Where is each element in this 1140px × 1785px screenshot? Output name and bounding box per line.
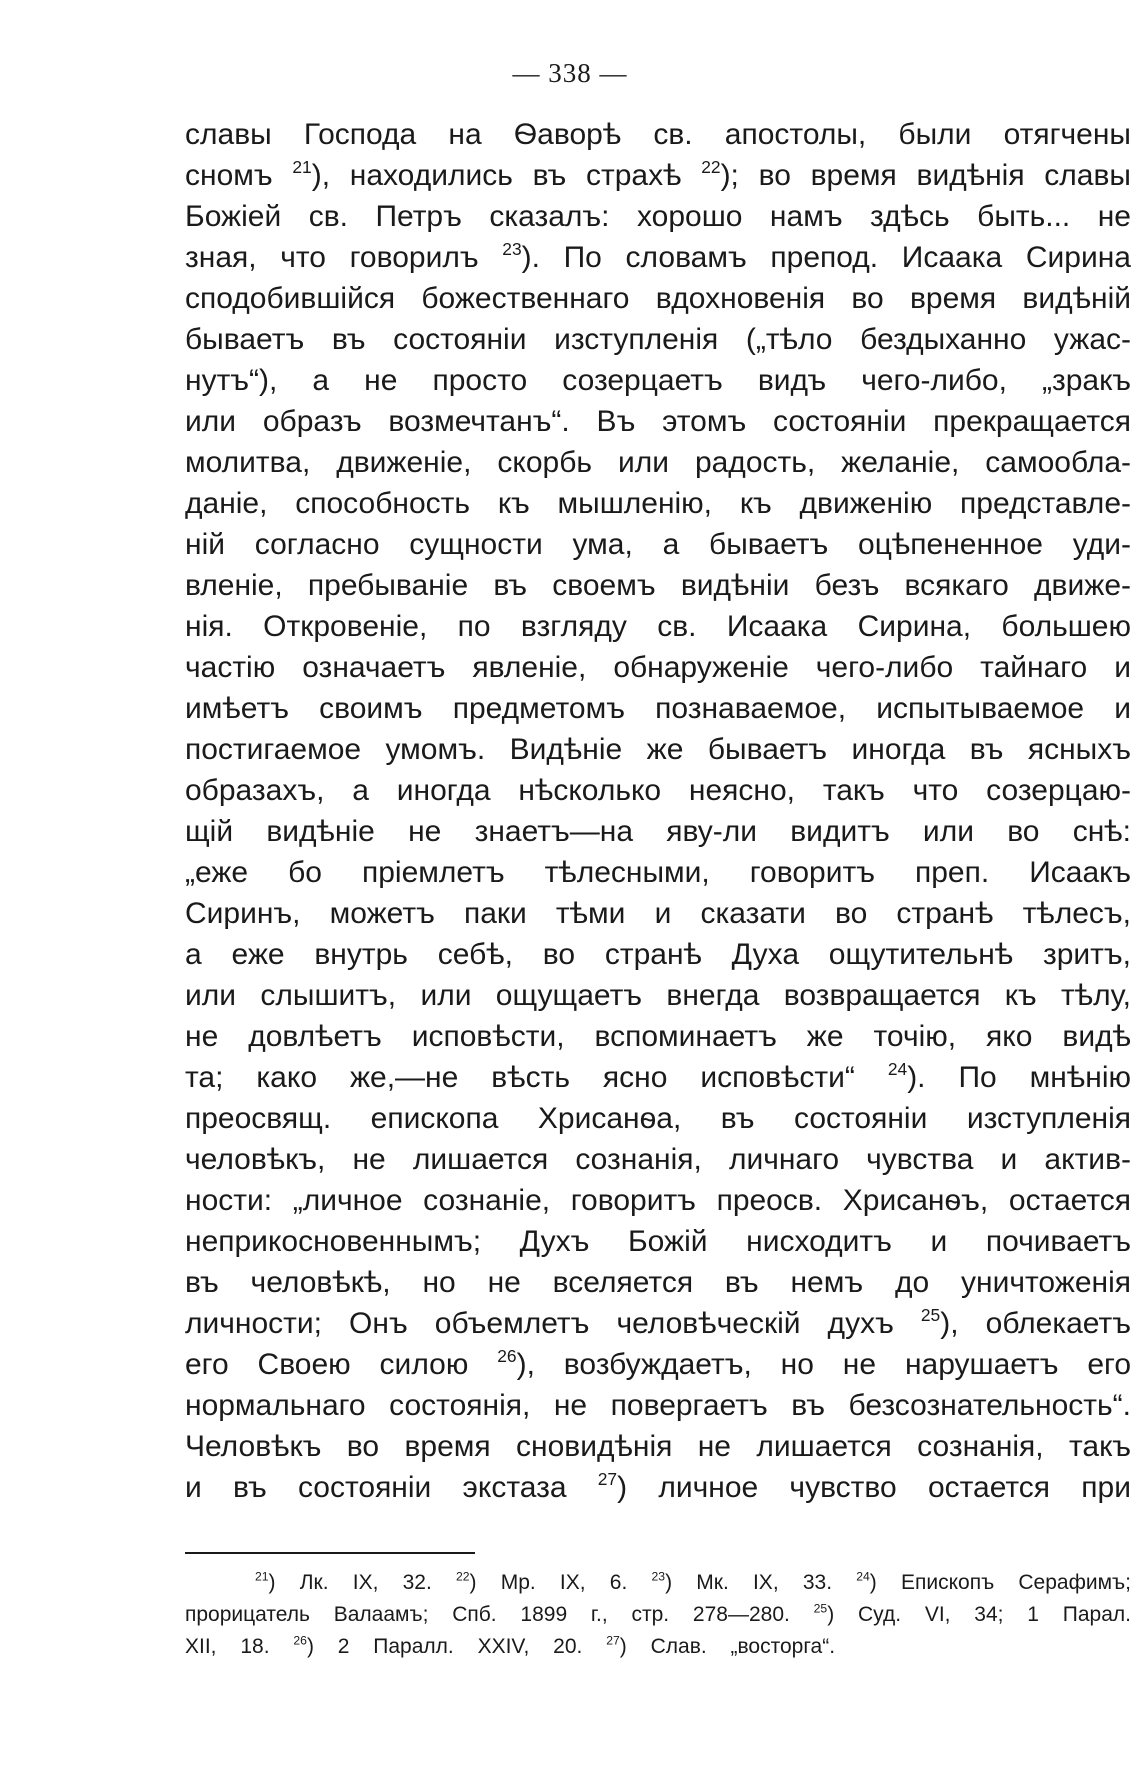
text-segment: зная, что говорилъ [185, 241, 503, 274]
text-line [185, 483, 1131, 524]
footnote-number: 24 [856, 1569, 870, 1584]
text-segment: ). По словамъ препод. Исаака Сирина [521, 241, 1131, 274]
text-segment: нормальнаго состоянія, не повергаетъ въ безсознательность“. [185, 1389, 1131, 1422]
text-line [185, 606, 1131, 647]
text-line [185, 196, 1131, 237]
text-line [185, 1016, 1131, 1057]
footnote-ref: 26 [497, 1345, 517, 1366]
footnote-ref: 23 [502, 238, 522, 259]
text-segment: сномъ [185, 159, 293, 192]
footnote-number: 22 [456, 1569, 470, 1584]
text-line [185, 1467, 1131, 1508]
text-segment: а еже внутрь себѣ, во странѣ Духа ощутительнѣ зритъ, [185, 938, 1131, 971]
text-line [185, 1221, 1131, 1262]
text-line [185, 319, 1131, 360]
text-segment: ), находились въ страхѣ [311, 159, 702, 192]
footnote [185, 1635, 270, 1658]
footnote [456, 1571, 627, 1594]
text-line [185, 688, 1131, 729]
footnote-text: ) Мк. IX, 33. [665, 1571, 833, 1594]
footnote-ref: 24 [887, 1058, 908, 1079]
text-line [185, 934, 1131, 975]
main-text [185, 114, 1131, 1508]
text-segment: и въ состояніи экстаза [185, 1471, 598, 1504]
text-segment: неприкосновеннымъ; Духъ Божій нисходитъ и почиваетъ [185, 1225, 1131, 1258]
text-line [185, 401, 1131, 442]
text-line [185, 360, 1131, 401]
footnote-number: 26 [293, 1633, 307, 1648]
text-segment: или слышитъ, или ощущаетъ внегда возвращается къ тѣлу, [185, 979, 1131, 1012]
text-segment: вленіе, пребываніе въ своемъ видѣніи безъ всякаго движе- [185, 569, 1131, 602]
footnote [856, 1571, 1131, 1594]
text-segment: его Своею силою [185, 1348, 498, 1381]
footnotes [185, 1567, 1131, 1663]
footnote [814, 1603, 1131, 1626]
text-segment: нія. Откровеніе, по взгляду св. Исаака Сирина, большею [185, 610, 1131, 643]
text-line [185, 1262, 1131, 1303]
text-line [185, 1426, 1131, 1467]
text-line [185, 1139, 1131, 1180]
footnote-text: прорицатель Валаамъ; Спб. 1899 г., стр. 278—280. [185, 1603, 790, 1626]
text-segment: имѣетъ своимъ предметомъ познаваемое, испытываемое и [185, 692, 1131, 725]
text-segment: Божіей св. Петръ сказалъ: хорошо намъ здѣсь быть... не [185, 200, 1131, 233]
text-line [185, 852, 1131, 893]
text-line [185, 811, 1131, 852]
text-segment: ) личное чувство остается при [617, 1471, 1131, 1504]
text-segment: или образъ возмечтанъ“. Въ этомъ состояніи прекращается [185, 405, 1131, 438]
footnote [293, 1635, 582, 1658]
text-line [185, 237, 1131, 278]
text-segment: даніе, способность къ мышленію, къ движенію представле- [185, 487, 1131, 520]
text-segment: ), облекаетъ [940, 1307, 1131, 1340]
footnote-text: XII, 18. [185, 1635, 270, 1658]
footnote-text: ) Лк. IX, 32. [268, 1571, 432, 1594]
text-segment: образахъ, а иногда нѣсколько неясно, такъ что созерцаю- [185, 774, 1131, 807]
text-line [185, 975, 1131, 1016]
footnote [255, 1571, 432, 1594]
text-segment: Сиринъ, можетъ паки тѣми и сказати во странѣ тѣлесъ, [185, 897, 1131, 930]
text-segment: сподобившійся божественнаго вдохновенія во время видѣній [185, 282, 1131, 315]
text-segment: ); во время видѣнія славы [720, 159, 1131, 192]
footnote-ref: 21 [292, 156, 312, 177]
text-segment: ), возбуждаетъ, но не нарушаетъ его [516, 1348, 1132, 1381]
text-segment: та; како же,—не вѣсть ясно исповѣсти“ [185, 1061, 888, 1094]
text-line [185, 1303, 1131, 1344]
text-segment: бываетъ въ состояніи изступленія („тѣло бездыханно ужас- [185, 323, 1131, 356]
footnote-number: 27 [606, 1633, 620, 1648]
text-segment: ). По мнѣнію [907, 1061, 1131, 1094]
page-number: — 338 — [512, 58, 628, 88]
footnote [185, 1603, 790, 1626]
text-segment: не довлѣетъ исповѣсти, вспоминаетъ же точію, яко видѣ [185, 1020, 1131, 1053]
text-line [185, 565, 1131, 606]
footnote-number: 25 [813, 1601, 828, 1616]
text-segment: человѣкъ, не лишается сознанія, личнаго чувства и актив- [185, 1143, 1131, 1176]
footnote [606, 1635, 835, 1658]
text-line [185, 155, 1131, 196]
text-segment: нутъ“), а не просто созерцаетъ видъ чего-либо, „зракъ [185, 364, 1131, 397]
footnote-number: 23 [651, 1569, 666, 1584]
text-segment: щій видѣніе не знаетъ—на яву-ли видитъ или во снѣ: [185, 815, 1131, 848]
footnote-ref: 27 [597, 1468, 618, 1489]
text-segment: личности; Онъ объемлетъ человѣческій духъ [185, 1307, 921, 1340]
footnote-text: ) Суд. VI, 34; 1 Парал. [827, 1603, 1131, 1626]
footnote-text: ) 2 Паралл. XXIV, 20. [306, 1635, 583, 1658]
footnote-ref: 22 [701, 156, 721, 177]
footnote-number: 21 [255, 1569, 269, 1584]
footnote-line [185, 1599, 1131, 1631]
text-segment: молитва, движеніе, скорбь или радость, желаніе, самообла- [185, 446, 1131, 479]
text-segment: постигаемое умомъ. Видѣніе же бываетъ иногда въ ясныхъ [185, 733, 1131, 766]
text-line [185, 524, 1131, 565]
text-line [185, 1344, 1131, 1385]
footnote-line [185, 1631, 1131, 1663]
text-segment: славы Господа на Ѳаворѣ св. апостолы, были отягчены [185, 118, 1131, 151]
text-segment: „еже бо пріемлетъ тѣлесными, говоритъ преп. Исаакъ [185, 856, 1131, 889]
text-line [185, 1385, 1131, 1426]
text-line [185, 729, 1131, 770]
text-line [185, 442, 1131, 483]
text-segment: частію означаетъ явленіе, обнаруженіе чего-либо тайнаго и [185, 651, 1131, 684]
footnote [652, 1571, 833, 1594]
text-segment: въ человѣкѣ, но не вселяется въ немъ до уничтоженія [185, 1266, 1131, 1299]
footnote-text: ) Слав. „восторга“. [619, 1635, 836, 1658]
text-line [185, 278, 1131, 319]
footnote-text: ) Мр. IX, 6. [469, 1571, 628, 1594]
text-segment: Человѣкъ во время сновидѣнія не лишается сознанія, такъ [185, 1430, 1131, 1463]
text-segment: ности: „личное сознаніе, говоритъ преосв. Хрисанѳъ, остается [185, 1184, 1131, 1217]
text-segment: преосвящ. епископа Хрисанѳа, въ состояніи изступленія [185, 1102, 1131, 1135]
text-line [185, 647, 1131, 688]
footnote-text: ) Епископъ Серафимъ; [869, 1571, 1131, 1594]
text-line [185, 893, 1131, 934]
footnote-ref: 25 [920, 1304, 941, 1325]
text-line [185, 1057, 1131, 1098]
text-line [185, 1098, 1131, 1139]
text-line [185, 114, 1131, 155]
text-line [185, 770, 1131, 811]
text-segment: ній согласно сущности ума, а бываетъ оцѣпененное уди- [185, 528, 1131, 561]
footnote-line [185, 1567, 1131, 1599]
footnote-divider [185, 1552, 475, 1554]
text-line [185, 1180, 1131, 1221]
